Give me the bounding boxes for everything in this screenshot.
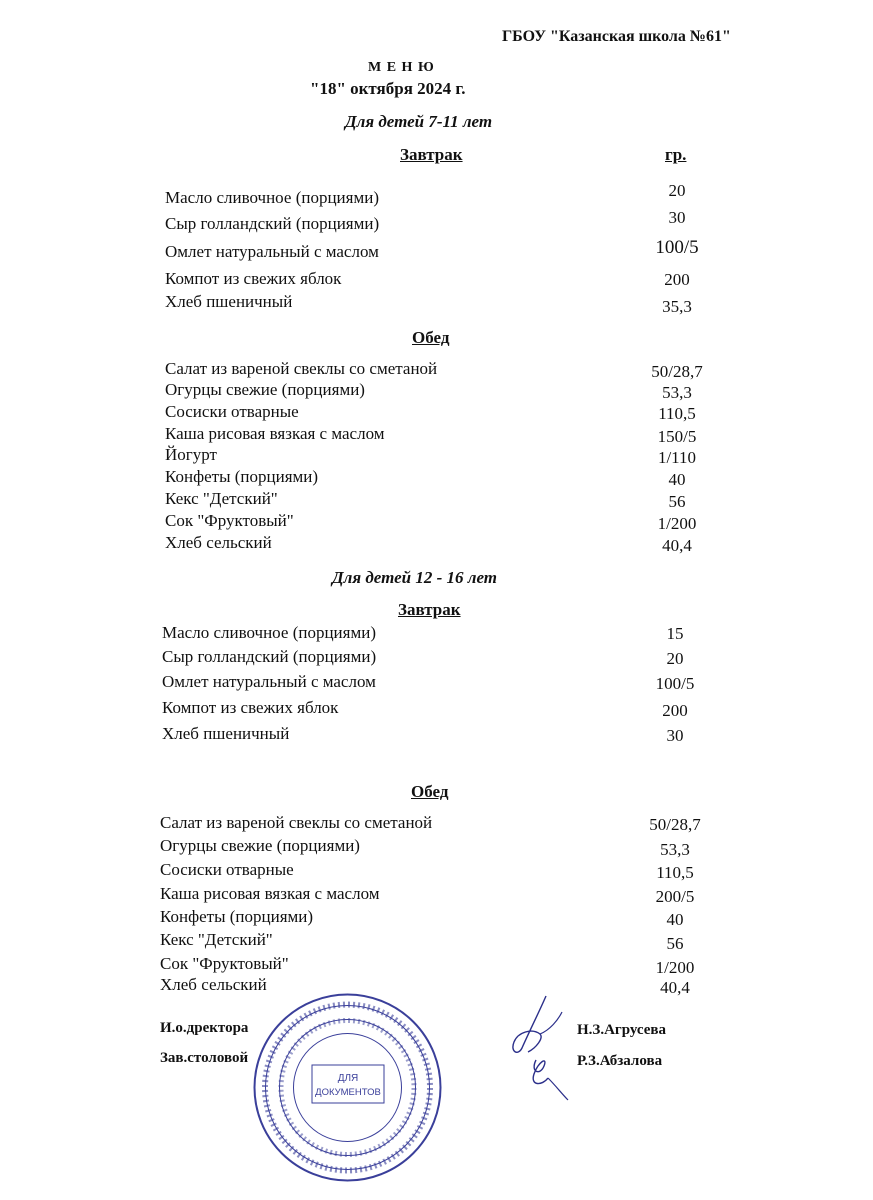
stamp-text-line2: ДОКУМЕНТОВ xyxy=(315,1087,381,1098)
list-item: Сосиски отварные xyxy=(165,402,299,421)
item-qty: 56 xyxy=(668,492,686,511)
list-item: Каша рисовая вязкая с маслом xyxy=(165,424,385,443)
list-item: Огурцы свежие (порциями) xyxy=(160,836,360,855)
item-qty: 30 xyxy=(666,726,684,745)
list-item: Сок "Фруктовый" xyxy=(160,954,289,973)
list-item: Компот из свежих яблок xyxy=(165,269,342,288)
director-name: Н.З.Агрусева xyxy=(577,1022,667,1038)
breakfast-heading-1: Завтрак xyxy=(400,145,463,164)
menu-date: "18" октября 2024 г. xyxy=(310,79,466,98)
list-item: Масло сливочное (порциями) xyxy=(162,623,376,642)
item-qty: 100/5 xyxy=(655,237,699,258)
list-item: Омлет натуральный с маслом xyxy=(165,242,379,261)
list-item: Салат из вареной свеклы со сметаной xyxy=(160,813,433,832)
unit-heading: гр. xyxy=(665,145,687,164)
canteen-role: Зав.столовой xyxy=(160,1050,249,1066)
item-qty: 40 xyxy=(668,470,686,489)
item-qty: 40,4 xyxy=(662,536,692,555)
official-stamp xyxy=(250,990,445,1185)
list-item: Конфеты (порциями) xyxy=(160,907,314,926)
stamp-text-line1: ДЛЯ xyxy=(337,1073,359,1084)
list-item: Йогурт xyxy=(165,445,217,464)
item-qty: 1/110 xyxy=(657,448,697,467)
list-item: Хлеб сельский xyxy=(160,975,267,994)
list-item: Компот из свежих яблок xyxy=(162,698,339,717)
item-qty: 200 xyxy=(662,701,688,720)
item-qty: 1/200 xyxy=(657,514,697,533)
list-item: Кекс "Детский" xyxy=(160,930,273,949)
school-name: ГБОУ "Казанская школа №61" xyxy=(502,28,731,45)
list-item: Сок "Фруктовый" xyxy=(165,511,294,530)
breakfast-heading-2: Завтрак xyxy=(398,600,461,619)
item-qty: 150/5 xyxy=(657,427,697,446)
handwritten-signature xyxy=(500,990,575,1105)
item-qty: 53,3 xyxy=(660,840,690,859)
item-qty: 200/5 xyxy=(655,887,695,906)
item-qty: 200 xyxy=(664,270,690,289)
list-item: Хлеб пшеничный xyxy=(162,724,290,743)
list-item: Масло сливочное (порциями) xyxy=(165,188,379,207)
item-qty: 56 xyxy=(666,934,684,953)
item-qty: 35,3 xyxy=(662,297,692,316)
lunch-heading-1: Обед xyxy=(412,328,450,347)
list-item: Салат из вареной свеклы со сметаной xyxy=(165,359,438,378)
item-qty: 110,5 xyxy=(656,863,694,882)
age-group-12-16: Для детей 12 - 16 лет xyxy=(332,568,498,587)
list-item: Конфеты (порциями) xyxy=(165,467,319,486)
item-qty: 40 xyxy=(666,910,684,929)
list-item: Каша рисовая вязкая с маслом xyxy=(160,884,380,903)
list-item: Омлет натуральный с маслом xyxy=(162,672,376,691)
lunch-heading-2: Обед xyxy=(411,782,449,801)
item-qty: 40,4 xyxy=(660,978,690,997)
item-qty: 110,5 xyxy=(658,404,696,423)
item-qty: 20 xyxy=(666,649,684,668)
list-item: Сыр голландский (порциями) xyxy=(162,647,377,666)
item-qty: 20 xyxy=(668,181,686,200)
item-qty: 1/200 xyxy=(655,958,695,977)
canteen-name: Р.З.Абзалова xyxy=(577,1053,663,1069)
item-qty: 50/28,7 xyxy=(649,815,701,834)
list-item: Кекс "Детский" xyxy=(165,489,278,508)
item-qty: 30 xyxy=(668,208,686,227)
item-qty: 50/28,7 xyxy=(651,362,703,381)
item-qty: 15 xyxy=(666,624,684,643)
list-item: Огурцы свежие (порциями) xyxy=(165,380,365,399)
list-item: Хлеб сельский xyxy=(165,533,272,552)
director-role: И.о.дректора xyxy=(160,1020,249,1036)
menu-title: М Е Н Ю xyxy=(368,60,435,75)
age-group-7-11: Для детей 7-11 лет xyxy=(345,112,493,131)
item-qty: 100/5 xyxy=(655,674,695,693)
list-item: Хлеб пшеничный xyxy=(165,292,293,311)
list-item: Сыр голландский (порциями) xyxy=(165,214,380,233)
item-qty: 53,3 xyxy=(662,383,692,402)
list-item: Сосиски отварные xyxy=(160,860,294,879)
